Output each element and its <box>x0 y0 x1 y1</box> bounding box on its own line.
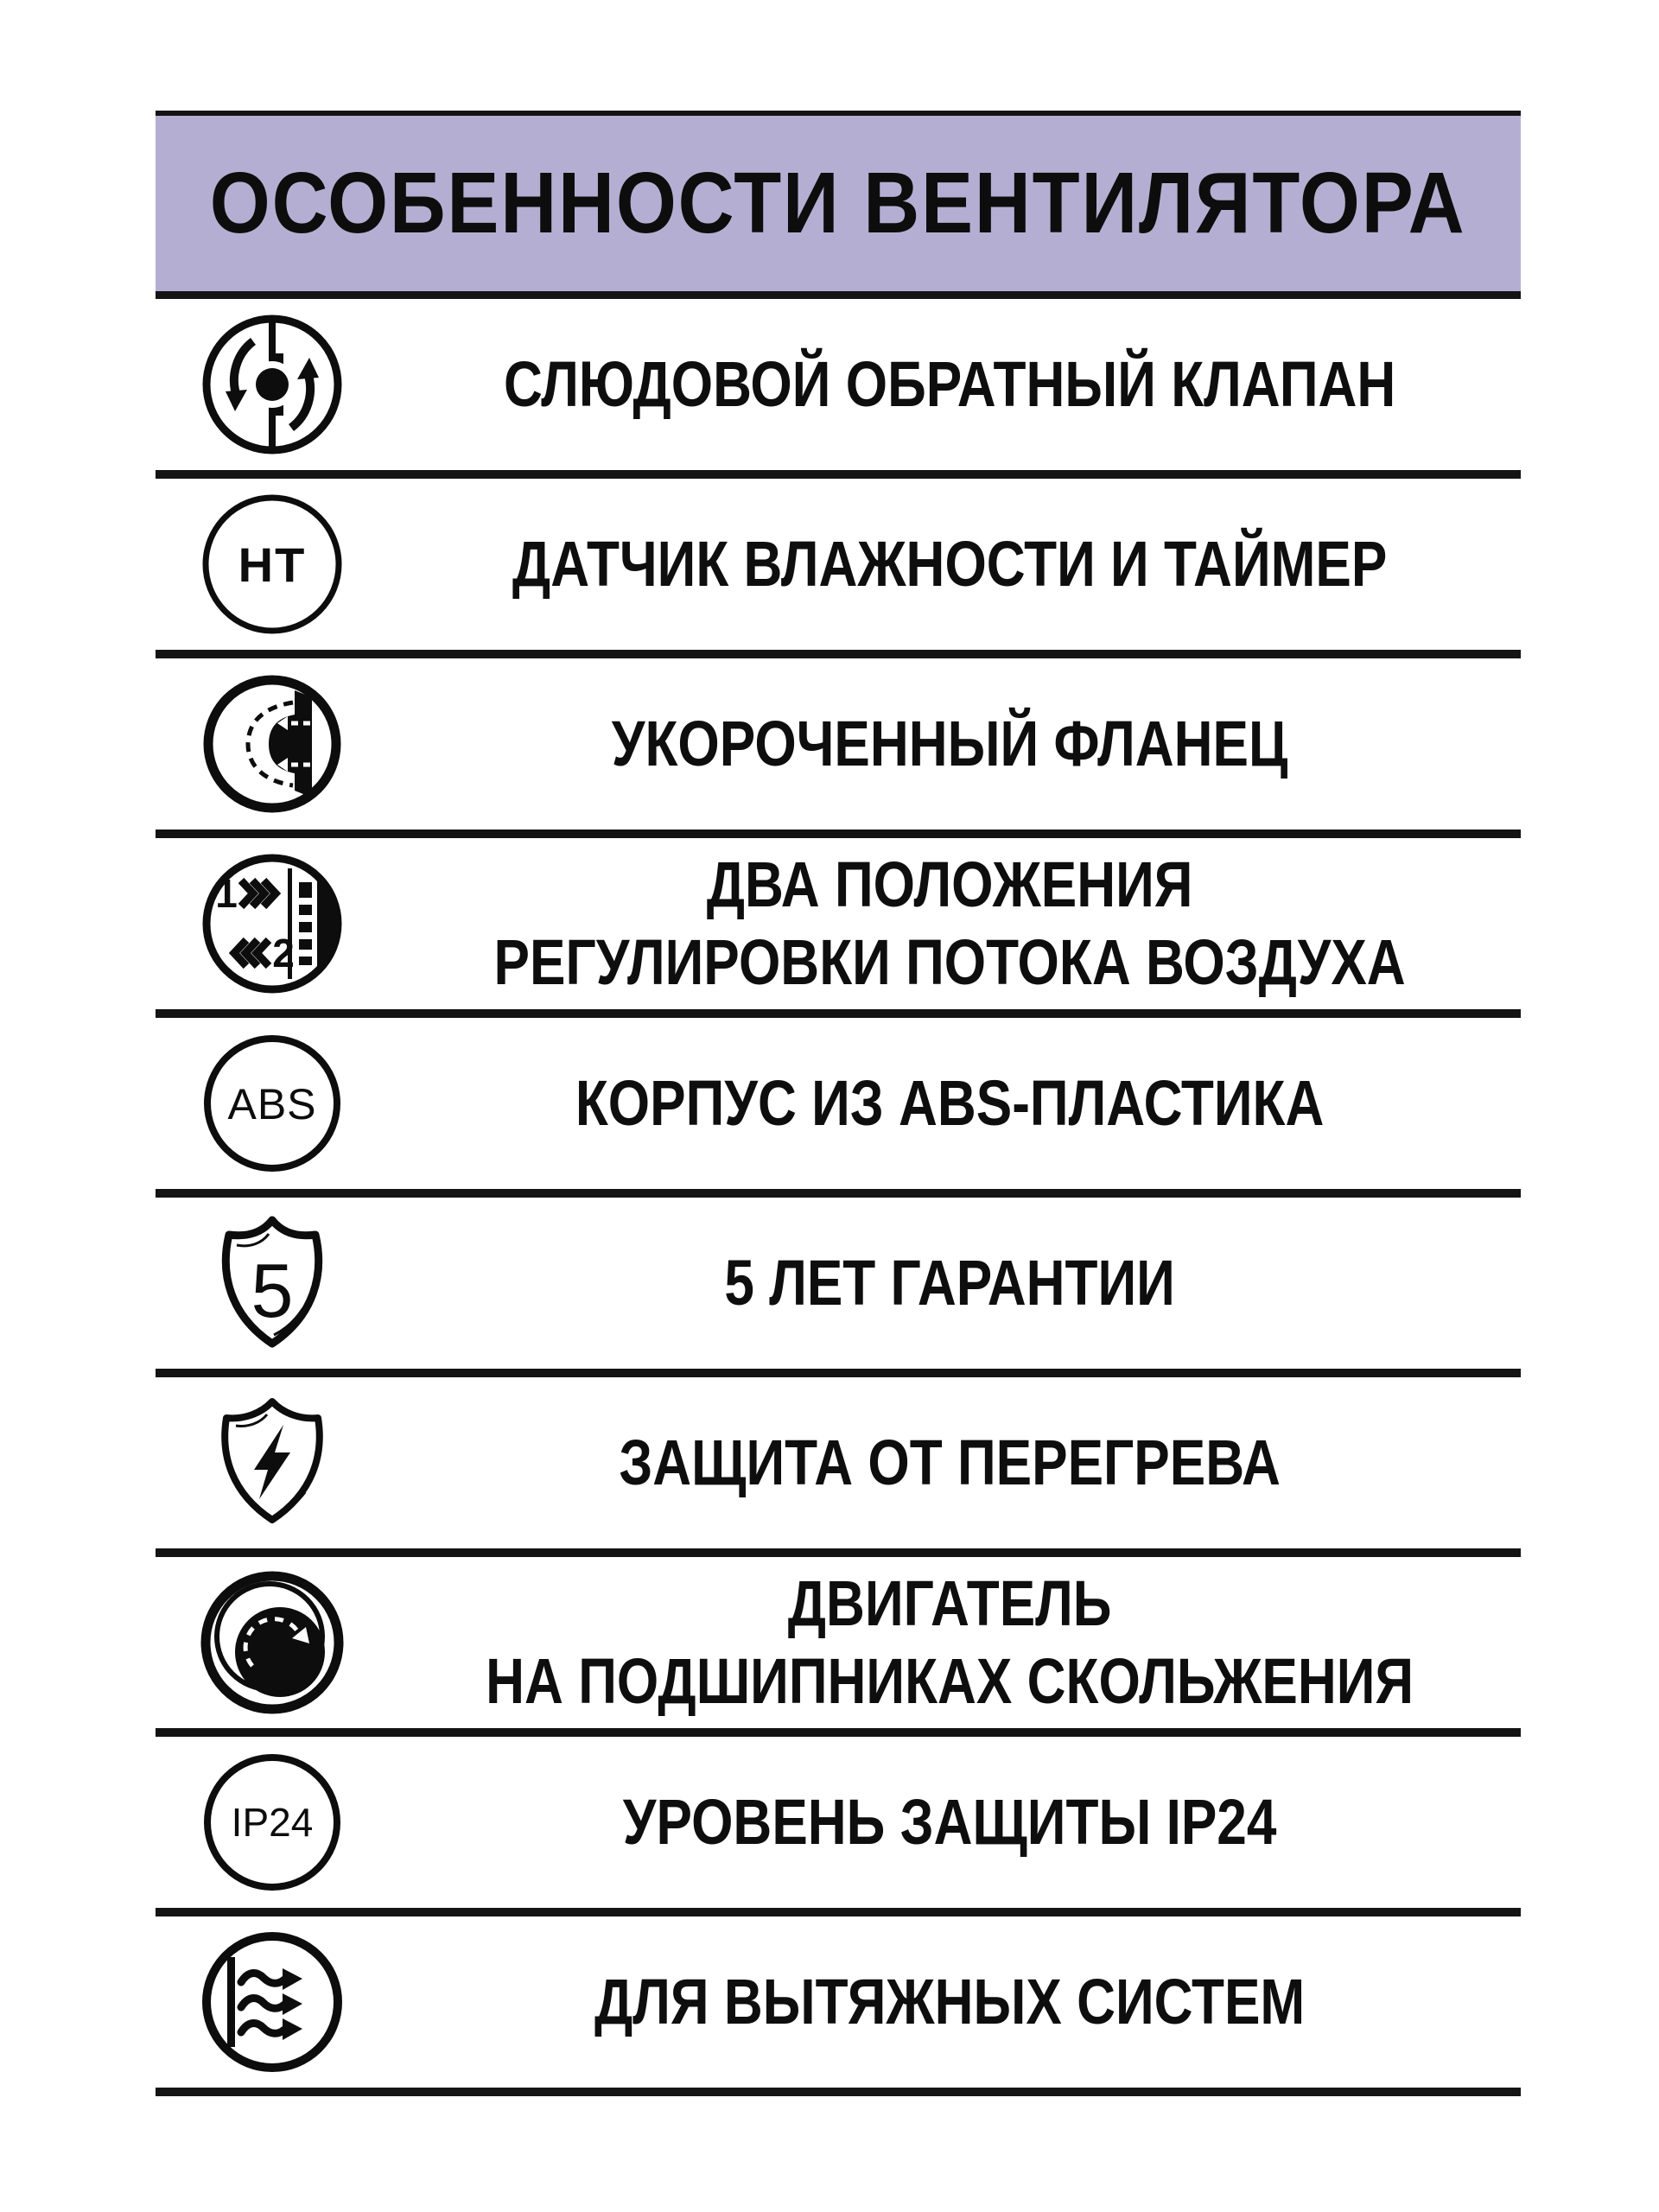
feature-row <box>156 838 1521 1018</box>
feature-row <box>156 1916 1521 2096</box>
sliding-bearing-motor-icon <box>156 1568 389 1717</box>
feature-label <box>480 1244 1430 1322</box>
feature-label <box>480 1783 1430 1861</box>
header-banner <box>156 111 1521 299</box>
exhaust-system-icon <box>156 1928 389 2076</box>
feature-label-line: КОРПУС ИЗ ABS-ПЛАСТИКА <box>575 1066 1325 1139</box>
feature-label <box>480 346 1430 423</box>
feature-label <box>480 1065 1430 1142</box>
feature-row <box>156 1198 1521 1377</box>
feature-label-line: РЕГУЛИРОВКИ ПОТОКА ВОЗДУХА <box>493 926 1406 998</box>
ip24-icon <box>156 1748 389 1897</box>
feature-label <box>480 1565 1430 1721</box>
feature-label-line: УКОРОЧЕННЫЙ ФЛАНЕЦ <box>611 707 1288 779</box>
svg-text:1: 1 <box>215 871 238 916</box>
feature-row <box>156 1737 1521 1916</box>
feature-label-line: ЗАЩИТА ОТ ПЕРЕГРЕВА <box>619 1426 1281 1498</box>
svg-text:ABS: ABS <box>227 1080 317 1128</box>
feature-row <box>156 1557 1521 1737</box>
check-valve-icon <box>156 310 389 459</box>
airflow-positions-icon <box>156 849 389 998</box>
features-list <box>156 299 1521 2096</box>
overheat-protection-icon <box>156 1389 389 1537</box>
abs-plastic-icon <box>156 1029 389 1178</box>
humidity-timer-icon <box>156 490 389 639</box>
page-title: ОСОБЕННОСТИ ВЕНТИЛЯТОРА <box>210 155 1466 251</box>
feature-label-line: НА ПОДШИПНИКАХ СКОЛЬЖЕНИЯ <box>486 1645 1414 1717</box>
feature-label-line: ДЛЯ ВЫТЯЖНЫХ СИСТЕМ <box>594 1965 1306 2037</box>
feature-label-line: ДВА ПОЛОЖЕНИЯ <box>706 848 1193 920</box>
svg-text:НТ: НТ <box>238 537 307 592</box>
feature-label <box>480 1424 1430 1502</box>
feature-label-line: ДАТЧИК ВЛАЖНОСТИ И ТАЙМЕР <box>512 527 1388 600</box>
svg-text:5: 5 <box>251 1248 294 1333</box>
feature-row <box>156 658 1521 838</box>
feature-row <box>156 1377 1521 1557</box>
svg-text:IP24: IP24 <box>231 1800 314 1845</box>
feature-row <box>156 1018 1521 1198</box>
feature-label-line: ДВИГАТЕЛЬ <box>787 1567 1112 1639</box>
feature-label-line: 5 ЛЕТ ГАРАНТИИ <box>724 1246 1175 1319</box>
feature-label-line: СЛЮДОВОЙ ОБРАТНЫЙ КЛАПАН <box>503 347 1396 420</box>
warranty-shield-icon <box>156 1209 389 1357</box>
feature-label <box>480 525 1430 603</box>
feature-row <box>156 479 1521 658</box>
features-panel <box>156 111 1521 2096</box>
feature-label <box>480 1963 1430 2041</box>
feature-label <box>480 846 1430 1002</box>
short-flange-icon <box>156 670 389 818</box>
feature-label <box>480 705 1430 783</box>
svg-text:2: 2 <box>272 931 295 976</box>
feature-label-line: УРОВЕНЬ ЗАЩИТЫ IP24 <box>622 1785 1277 1858</box>
feature-row <box>156 299 1521 479</box>
